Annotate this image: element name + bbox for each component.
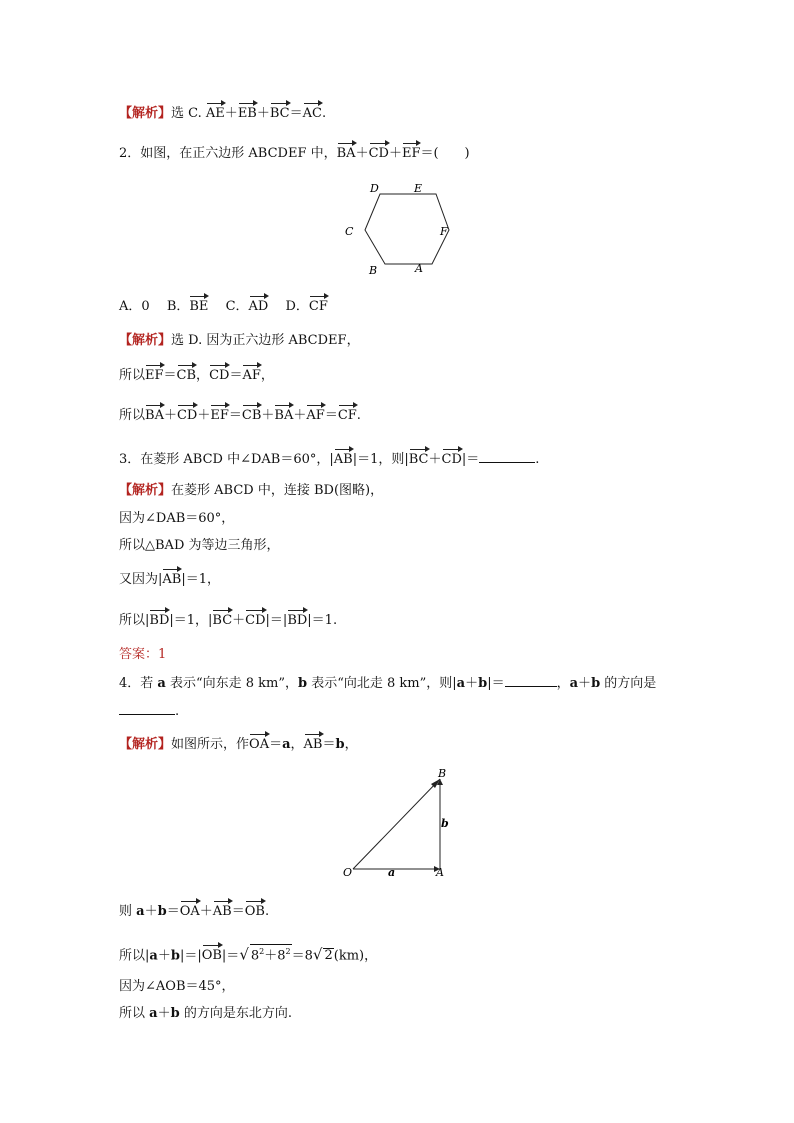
- solution-3-line-4: [119, 571, 220, 589]
- text: 所以: [119, 408, 146, 423]
- exponent: 2: [259, 947, 265, 956]
- text: ＝: [231, 904, 245, 919]
- vector: OB: [201, 948, 222, 964]
- text: .: [264, 904, 270, 919]
- text: ＋: [232, 613, 246, 628]
- text: ＋: [261, 408, 275, 423]
- hex-label-E: E: [414, 182, 423, 195]
- text: ＝: [322, 737, 336, 752]
- var-b: b: [170, 948, 180, 964]
- text: .: [535, 452, 540, 467]
- var-b: b: [170, 1006, 180, 1021]
- vector: CB: [241, 408, 262, 423]
- text: ＋: [256, 106, 270, 121]
- vector: CD: [368, 146, 389, 161]
- question-2-options: [119, 298, 328, 316]
- text: (km)，: [333, 948, 378, 964]
- text: |＝1，则|: [352, 452, 409, 467]
- text: 所以|: [119, 948, 150, 964]
- tri-label-B: B: [438, 767, 447, 780]
- text: 选 C.: [171, 106, 206, 121]
- solution-4-line-2: [119, 903, 269, 921]
- text: .: [175, 704, 180, 719]
- text: 3．在菱形 ABCD 中∠DAB＝60°，|: [119, 452, 334, 467]
- text: |＝: [221, 948, 240, 964]
- text: |＝: [461, 452, 480, 467]
- sqrt-radicand: [250, 944, 292, 963]
- analysis-tag: 【解析】: [119, 483, 172, 498]
- vector: BD: [287, 613, 308, 628]
- answer-blank: [479, 450, 535, 463]
- vector: AB: [333, 452, 353, 467]
- text: ＋: [197, 408, 211, 423]
- text: ＝: [324, 408, 338, 423]
- exponent: 2: [285, 947, 291, 956]
- text: .: [356, 408, 361, 423]
- text: 8: [250, 948, 260, 964]
- text: ＋: [144, 904, 158, 919]
- solution-3-line-1: [119, 482, 383, 500]
- text: ，: [290, 737, 304, 752]
- vector: BC: [408, 452, 429, 467]
- analysis-tag: 【解析】: [119, 333, 172, 348]
- var-b: b: [157, 904, 167, 919]
- vector: EF: [210, 408, 229, 423]
- text: |＝1，|: [169, 613, 213, 628]
- text: ＋: [224, 106, 238, 121]
- text: 4．若: [119, 676, 158, 691]
- text: 所以: [119, 368, 146, 383]
- text: ＝: [163, 368, 177, 383]
- text: 的方向是东北方向.: [179, 1006, 292, 1021]
- solution-1: [119, 105, 326, 123]
- text: ＋: [157, 948, 171, 964]
- var-a: a: [282, 737, 291, 752]
- var-a: a: [456, 676, 466, 691]
- vector: CD: [209, 368, 230, 383]
- hex-label-F: F: [440, 225, 448, 238]
- solution-2-line-1: [119, 332, 360, 350]
- vector: BC: [212, 613, 233, 628]
- text: 所以|: [119, 613, 150, 628]
- sqrt-icon: √: [312, 945, 323, 964]
- text: 所以: [119, 1006, 150, 1021]
- solution-3-line-2: 因为∠DAB＝60°，: [119, 511, 235, 526]
- tri-label-A: A: [436, 866, 444, 879]
- option-c: C．: [225, 299, 249, 314]
- vector: EF: [401, 146, 421, 161]
- var-a: a: [149, 948, 158, 964]
- text: 如图所示，作: [171, 737, 250, 752]
- vector: AB: [212, 904, 232, 919]
- vector: BA: [274, 408, 294, 423]
- vector: OA: [249, 737, 270, 752]
- var-a: a: [149, 1006, 158, 1021]
- sqrt-radicand: 2: [324, 948, 333, 964]
- question-4-line-1: [119, 674, 656, 693]
- vector: CD: [176, 408, 198, 423]
- text: 在菱形 ABCD 中，连接 BD(图略)，: [171, 483, 384, 498]
- hex-label-C: C: [345, 225, 354, 238]
- text: ＝: [228, 408, 242, 423]
- text: 表示“向东走 8 km”，: [165, 676, 299, 691]
- text: ＋: [578, 676, 592, 691]
- var-b: b: [298, 676, 308, 691]
- question-3: [119, 450, 539, 469]
- var-b: b: [335, 737, 345, 752]
- solution-4-line-5: [119, 1005, 292, 1023]
- text: ＋: [163, 408, 177, 423]
- text: ，: [196, 368, 210, 383]
- vector: OB: [244, 904, 265, 919]
- vector: BA: [145, 408, 164, 423]
- vector: BA: [336, 146, 356, 161]
- text: |＝: [487, 676, 505, 691]
- vector: AD: [248, 299, 269, 314]
- solution-2-line-3: [119, 407, 361, 425]
- var-a: a: [569, 676, 579, 691]
- vector: BD: [149, 613, 170, 628]
- vector: AB: [303, 737, 323, 752]
- text: .: [321, 106, 327, 121]
- solution-3-line-3: 所以△BAD 为等边三角形，: [119, 538, 280, 553]
- vector: CD: [245, 613, 266, 628]
- text: ＝8: [291, 948, 313, 964]
- text: ＋: [157, 1006, 171, 1021]
- sqrt-icon: √: [239, 945, 249, 964]
- answer-blank: [119, 702, 175, 715]
- text: 又因为|: [119, 572, 163, 587]
- vector: CD: [441, 452, 462, 467]
- answer-blank: [505, 674, 557, 687]
- hex-label-A: A: [415, 262, 423, 275]
- var-a: a: [157, 676, 166, 691]
- hex-label-B: B: [369, 264, 378, 277]
- option-d: D．: [285, 299, 309, 314]
- text: ＋: [199, 904, 213, 919]
- hexagon-shape: [365, 194, 449, 264]
- vector: CB: [176, 368, 197, 383]
- vector: AE: [205, 106, 225, 121]
- var-b: b: [591, 676, 601, 691]
- answer-3: 答案：1: [119, 647, 167, 662]
- text: ＋8: [264, 948, 286, 964]
- text: ＝: [269, 737, 283, 752]
- text: ＝: [289, 106, 303, 121]
- analysis-tag: 【解析】: [119, 106, 172, 121]
- text: 则: [119, 904, 137, 919]
- tri-label-a: a: [388, 866, 396, 879]
- question-2: [119, 145, 470, 163]
- var-a: a: [136, 904, 145, 919]
- vector: CF: [337, 408, 357, 423]
- vector: AB: [162, 572, 182, 587]
- solution-4-line-1: [119, 736, 358, 754]
- text: ，: [556, 676, 570, 691]
- text: ＋: [293, 408, 307, 423]
- hex-label-D: D: [370, 182, 379, 195]
- right-triangle-figure: [340, 765, 455, 880]
- vector: EB: [237, 106, 257, 121]
- option-b: B．: [166, 299, 190, 314]
- solution-3-line-5: [119, 612, 337, 630]
- text: ＝( ): [420, 146, 470, 161]
- analysis-tag: 【解析】: [119, 737, 172, 752]
- vector: AF: [242, 368, 261, 383]
- solution-4-line-4: 因为∠AOB＝45°，: [119, 979, 235, 994]
- text: ，: [344, 737, 358, 752]
- vector-ob-line: [353, 779, 440, 869]
- text: |＝|: [265, 613, 288, 628]
- tri-label-b: b: [441, 817, 449, 830]
- vector: AC: [302, 106, 322, 121]
- text: ＋: [465, 676, 479, 691]
- option-a: A．0: [119, 299, 150, 314]
- text: ＋: [388, 146, 402, 161]
- text: |＝|: [179, 948, 202, 964]
- hexagon-figure: [340, 178, 455, 278]
- question-4-line-2: [119, 702, 179, 721]
- vector: AF: [306, 408, 325, 423]
- tri-label-O: O: [343, 866, 353, 879]
- text: 选 D. 因为正六边形 ABCDEF，: [171, 333, 360, 348]
- vector: BC: [269, 106, 290, 121]
- text: |＝1，: [181, 572, 220, 587]
- vector: BE: [189, 299, 209, 314]
- text: 表示“向北走 8 km”，则|: [307, 676, 457, 691]
- text: 的方向是: [600, 676, 657, 691]
- solution-2-line-2: [119, 367, 274, 385]
- text: ＝: [229, 368, 243, 383]
- text: ＋: [355, 146, 369, 161]
- text: 2．如图，在正六边形 ABCDEF 中，: [119, 146, 337, 161]
- text: ＝: [166, 904, 180, 919]
- text: ，: [260, 368, 274, 383]
- vector: OA: [179, 904, 200, 919]
- text: ＋: [428, 452, 442, 467]
- var-b: b: [478, 676, 488, 691]
- vector: EF: [145, 368, 164, 383]
- solution-4-line-3: [119, 944, 377, 965]
- vector: CF: [308, 299, 328, 314]
- text: |＝1.: [307, 613, 338, 628]
